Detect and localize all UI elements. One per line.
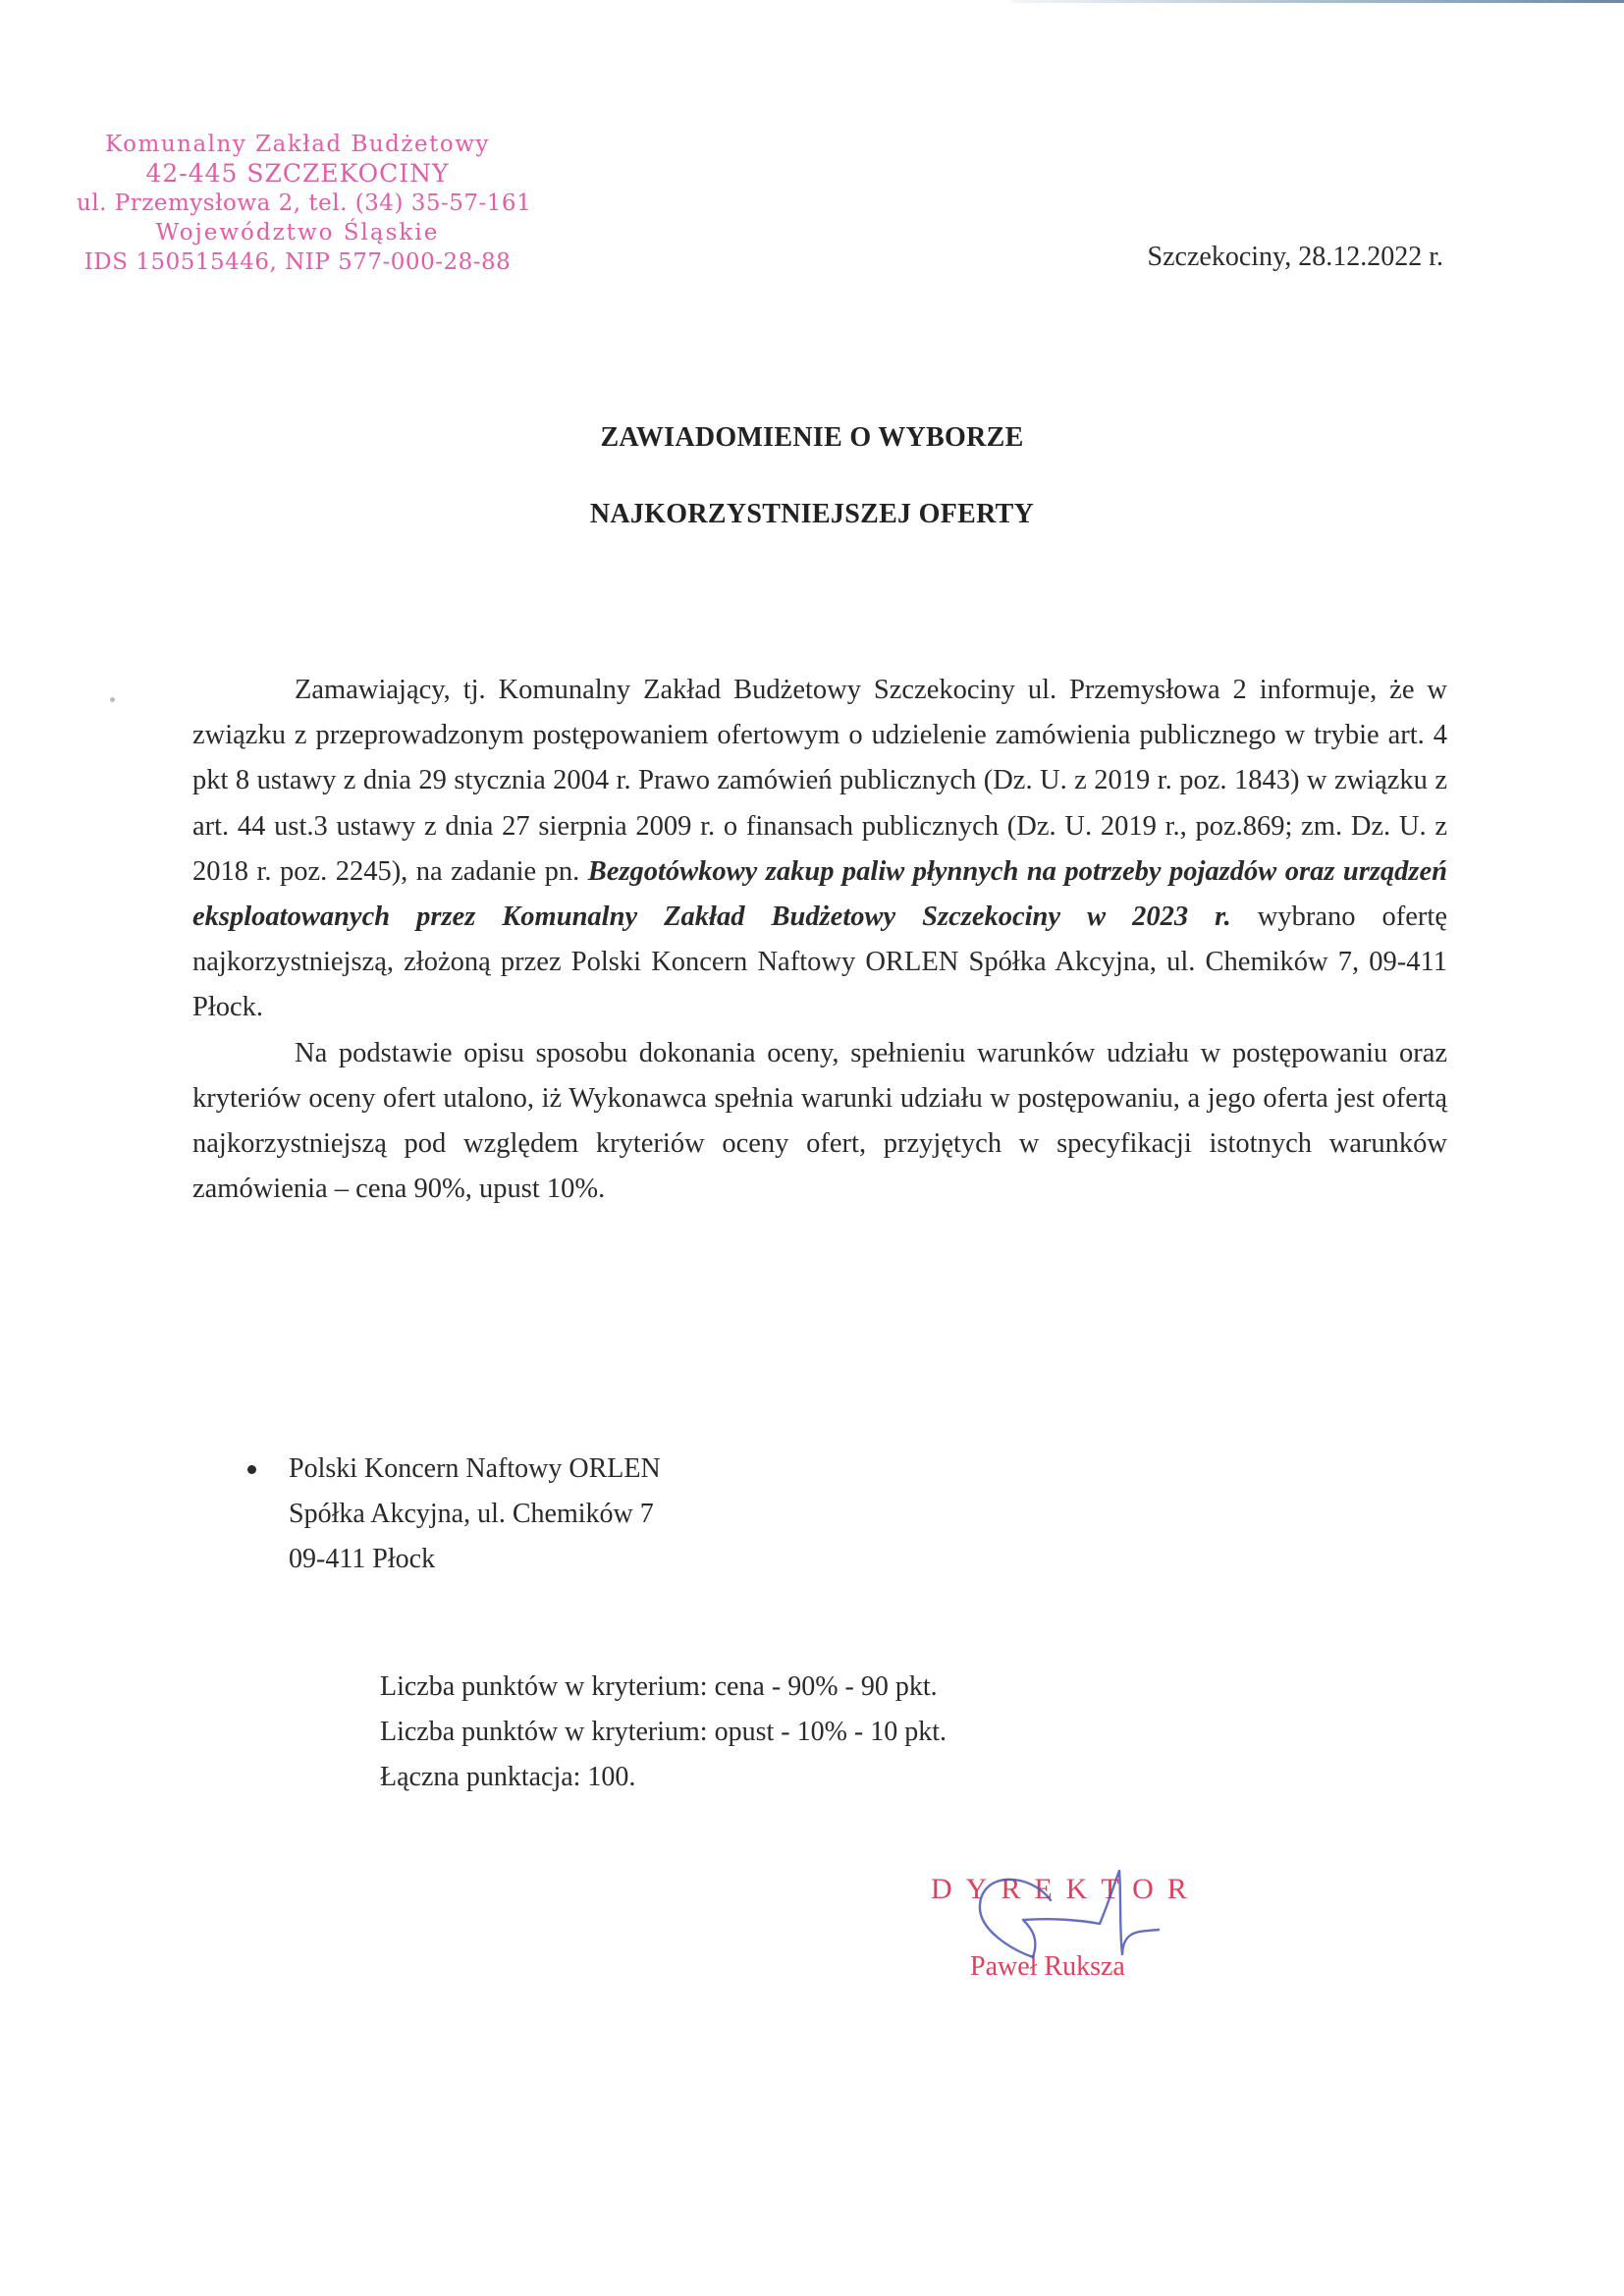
document-title-line2: NAJKORZYSTNIEJSZEJ OFERTY [589,499,1035,529]
winner-line: 09-411 Płock [289,1544,436,1574]
score-line: Liczba punktów w kryterium: cena - 90% - 90 pkt. [380,1671,938,1702]
stamp-line: IDS 150515446, NIP 577-000-28-88 [83,249,512,275]
stamp-line: ul. Przemysłowa 2, tel. (34) 35-57-161 [77,191,532,216]
stamp-line: Komunalny Zakład Budżetowy [105,132,490,157]
winner-address [247,1447,661,1582]
signature-name: Paweł Ruksza [970,1951,1125,1982]
scan-artifact-dot [110,697,115,702]
handwritten-signature-icon [913,1861,1208,1989]
score-line: Liczba punktów w kryterium: opust - 10% - 10 pkt. [380,1717,947,1747]
score-total: Łączna punktacja: 100. [380,1762,636,1792]
director-signature-block [913,1861,1208,1989]
scan-top-edge [1011,0,1624,3]
company-stamp [77,130,532,277]
paragraph-evaluation: Na podstawie opisu sposobu dokonania oceny, spełnieniu warunków udziału w postępowaniu oraz kryteriów oceny ofert utalono, iż Wykonawca spełnia warunki udziału w postępowaniu, a jego oferta jest ofertą najkorzystniejszą pod względem kryteriów oceny ofert, przyjętych w specyfikacji istotnych warunków zamówienia – cena 90%, upust 10%. [192,1037,1447,1205]
document-title-line1: ZAWIADOMIENIE O WYBORZE [600,422,1024,453]
winner-line: Polski Koncern Naftowy ORLEN [289,1453,661,1484]
bullet-icon [247,1465,256,1474]
place-date: Szczekociny, 28.12.2022 r. [1147,242,1443,272]
winner-line: Spółka Akcyjna, ul. Chemików 7 [289,1499,654,1529]
score-summary [380,1665,947,1800]
stamp-line: Województwo Śląskie [155,220,440,246]
paragraph-text: wybrano ofertę najkorzystniejszą, złożoną przez Polski Koncern Naftowy ORLEN Spółka Akcyjna, ul. Chemików 7, 09-411 Płock. [192,902,1447,1023]
stamp-line: 42-445 SZCZEKOCINY [145,159,450,188]
signature-role: DYREKTOR [931,1873,1201,1905]
task-name: Bezgotówkowy zakup paliw płynnych na potrzeby pojazdów oraz urządzeń eksploatowanych przez Komunalny Zakład Budżetowy Szczekociny w 2023 r. [192,855,1447,933]
paragraph-text: Zamawiający, tj. Komunalny Zakład Budżetowy Szczekociny ul. Przemysłowa 2 informuje, że w związku z przeprowadzonym postępowaniem ofertowym o udzielenie zamówienia publicznego w trybie art. 4 pkt 8 ustawy z dnia 29 stycznia 2004 r. Prawo zamówień publicznych (Dz. U. z 2019 r. poz. 1843) w związku z art. 44 ust.3 ustawy z dnia 27 sierpnia 2009 r. o finansach publicznych (Dz. U. 2019 r., poz.869; zm. Dz. U. z 2018 r. poz. 2245), na zadanie pn. [192,675,1447,887]
paragraph-notice [192,668,1447,1031]
document-body [192,668,1447,1212]
